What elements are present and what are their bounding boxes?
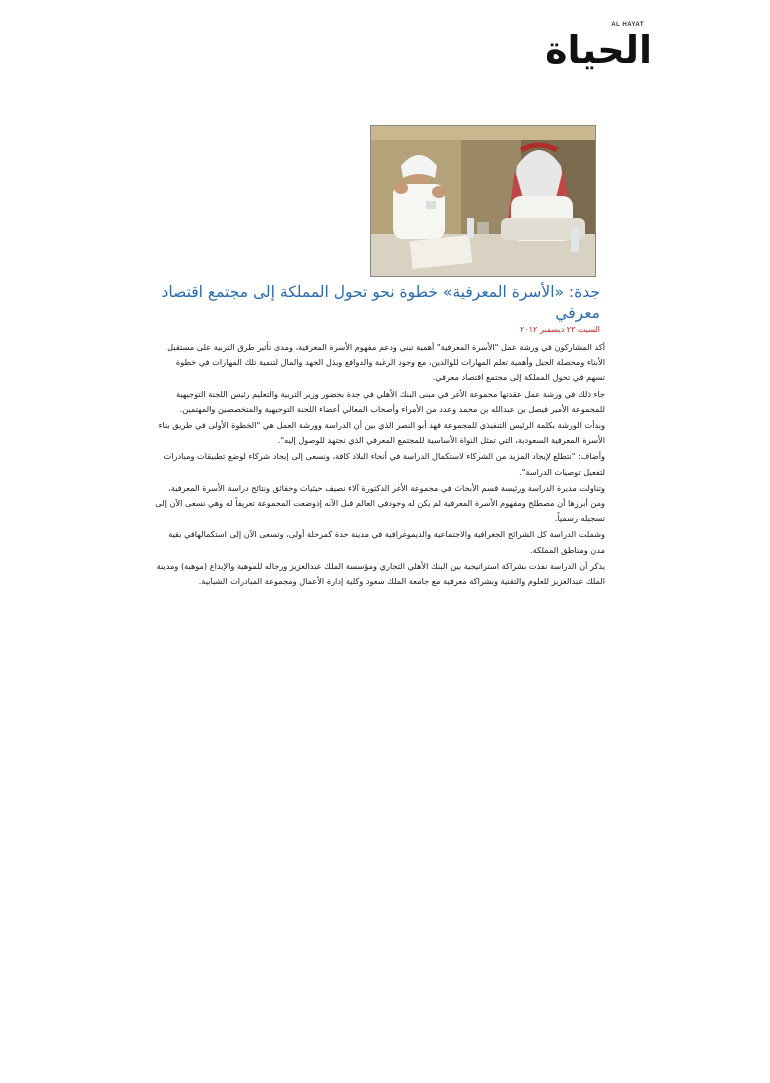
article-paragraph: جاء ذلك في ورشة عمل عقدتها مجموعة الأغر في مبنى البنك الأهلي في جدة بحضور وزير التربية والتعليم رئيس اللجنة التوجيهية للمجموعة الأمير فيصل بن عبدالله بن محمد وعدد من الأمراء وأصحاب المعالي أعضاء اللجنة التوجيهية والمتخصصين والمهتمين. — [175, 388, 605, 414]
article-dateline: السبت ٢٢ ديسمبر ٢٠١٢ — [520, 325, 600, 334]
article-paragraph: وأضاف: "نتطلع لإيجاد المزيد من الشركاء لاستكمال الدراسة في أنحاء البلاد كافة، ونسعى إلى إيجاد شركاء لوضع تطبيقات ومبادرات لتفعيل توصيات الدراسة". — [163, 451, 605, 477]
logo-wordmark: الحياة — [545, 28, 652, 72]
article-paragraph: وتناولت مديرة الدراسة ورئيسة قسم الأبحاث في مجموعة الأغر الدكتورة آلاء نصيف حيثيات وحقائق ونتائج دراسة الأسرة المعرفية، ومن أبرزها أن مصطلح ومفهوم الأسرة المعرفية لم يكن له وجودفي العالم قبل الآنه إذوضعت المجموعة تعريفاً له وهي تسعى الآن إلى تسجيله رسمياً. — [155, 482, 605, 524]
masthead-logo — [522, 22, 652, 80]
article-body — [155, 340, 605, 590]
article-paragraph: أكد المشاركون في ورشة عمل "الأسرة المعرفية" أهمية تبني ودعم مفهوم الأسرة المعرفية، ومدى تأثير طرق التربية على مستقبل الأبناء ومحصلة الجيل وأهمية تعلم المهارات للوالدين، مع وجود الرغبة والدوافع وبذل الجهد والمال لتنمية تلك المهارات في خطوة تسهم في تحول المملكة إلى مجتمع اقتصاد معرفي. — [167, 342, 605, 383]
article-paragraph: وشملت الدراسة كل الشرائح الجغرافية والاجتماعية والديموغرافية في مدينة جدة كمرحلة أولى، وتسعى الآن إلى استكمالهافي بقية مدن ومناطق المملكة. — [168, 529, 605, 555]
logo-subtitle: AL HAYAT — [611, 22, 644, 28]
article-photo — [370, 125, 596, 277]
article-headline: جدة: «الأسرة المعرفية» خطوة نحو تحول المملكة إلى مجتمع اقتصاد معرفي — [161, 283, 600, 322]
article-paragraph: وبدأت الورشة بكلمة الرئيس التنفيذي للمجموعة فهد أبو النصر الذي بين أن الدراسة وورشة العمل هي "الخطوة الأولى في طريق بناء الأسرة المعرفية السعودية، التي تمثل النواة الأساسية للمجتمع المعرفي الذي نجتهد للوصول إليه". — [158, 420, 605, 446]
article-paragraph: يذكر أن الدراسة نفذت بشراكة استراتيجية بين البنك الأهلي التجاري ومؤسسة الملك عبدالعزيز ورجاله للموهبة والإبداع (موهبة) ومدينة الملك عبدالعزيز للعلوم والتقنية وبشراكة معرفية مع جامعة الملك سعود وكلية إدارة الأعمال ومجموعة المبادرات الشبابية. — [156, 560, 605, 587]
photo-illustration — [371, 126, 596, 277]
